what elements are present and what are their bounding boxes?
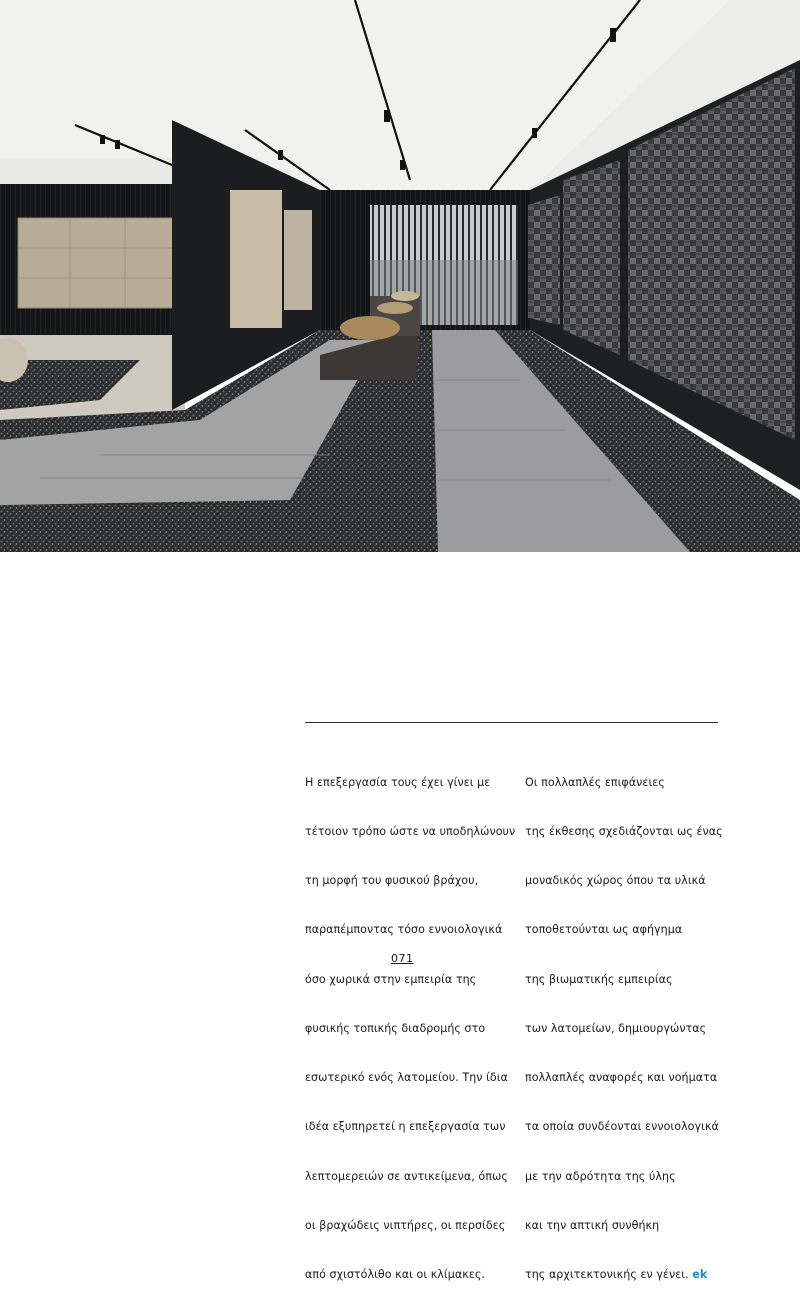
text-line: εσωτερικό ενός λατομείου. Την ίδια bbox=[305, 1071, 508, 1085]
divider-rule bbox=[305, 722, 718, 723]
text-line: ιδέα εξυπηρετεί η επεξεργασία των bbox=[305, 1120, 506, 1134]
text-line: των λατομείων, δημιουργώντας bbox=[525, 1021, 707, 1035]
text-line: της έκθεσης σχεδιάζονται ως ένας bbox=[525, 825, 723, 839]
text-line: από σχιστόλιθο και οι κλίμακες. bbox=[305, 1268, 485, 1281]
text-line: τέτοιον τρόπο ώστε να υποδηλώνουν bbox=[305, 825, 516, 839]
article-text-left bbox=[305, 742, 516, 1300]
text-line: και την απτική συνθήκη bbox=[525, 1218, 660, 1232]
text-line: τη μορφή του φυσικού βράχου, bbox=[305, 874, 479, 888]
text-line: μοναδικός χώρος όπου τα υλικά bbox=[525, 874, 706, 888]
text-line: παραπέμποντας τόσο εννοιολογικά bbox=[305, 923, 503, 937]
gallery-photo bbox=[0, 0, 800, 552]
end-mark: ek bbox=[692, 1268, 708, 1281]
text-line: με την αδρότητα της ύλης bbox=[525, 1169, 676, 1183]
text-line: όσο χωρικά στην εμπειρία της bbox=[305, 972, 477, 986]
page-number: 071 bbox=[391, 952, 414, 965]
text-line: οι βραχώδεις νιπτήρες, οι περσίδες bbox=[305, 1218, 506, 1232]
text-line: λεπτομερειών σε αντικείμενα, όπως bbox=[305, 1169, 508, 1183]
text-line: τοποθετούνται ως αφήγημα bbox=[525, 923, 683, 937]
text-line-last bbox=[525, 1267, 725, 1283]
text-line: Οι πολλαπλές επιφάνειες bbox=[525, 775, 665, 789]
text-line: Η επεξεργασία τους έχει γίνει με bbox=[305, 775, 491, 789]
text-line: της βιωματικής εμπειρίας bbox=[525, 972, 673, 986]
text-line-end: της αρχιτεκτονικής εν γένει. bbox=[525, 1268, 689, 1281]
text-line: φυσικής τοπικής διαδρομής στο bbox=[305, 1021, 486, 1035]
article-text-right bbox=[525, 742, 725, 1300]
text-line: τα οποία συνδέονται εννοιολογικά bbox=[525, 1120, 719, 1134]
text-line: πολλαπλές αναφορές και νοήματα bbox=[525, 1071, 718, 1085]
